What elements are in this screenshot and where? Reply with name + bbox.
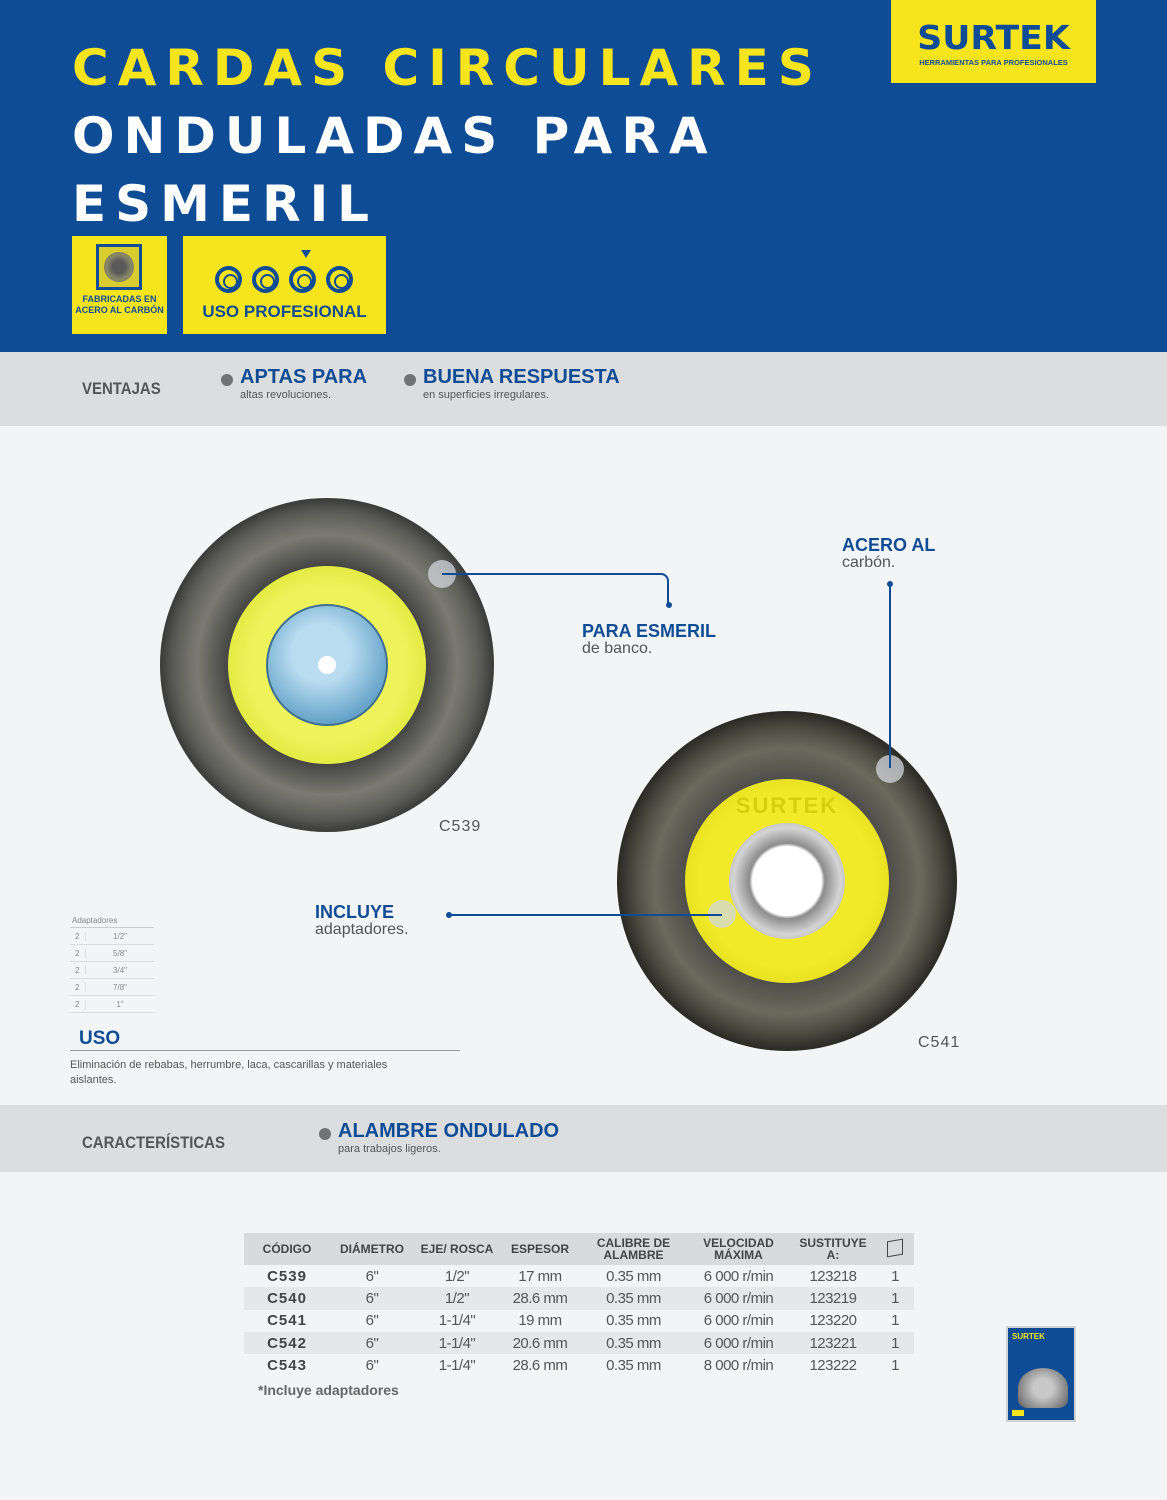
carbon-steel-badge-label: FABRICADAS EN ACERO AL CARBÓN (75, 294, 164, 315)
cell-empaque: 1 (876, 1287, 914, 1309)
adaptadores-size: 7/8" (113, 982, 127, 992)
cell-sustituye: 123222 (809, 1356, 857, 1374)
spec-table (244, 1233, 914, 1376)
cell-diametro: 6" (365, 1356, 379, 1374)
header-package (876, 1233, 914, 1265)
level-indicator-icon (301, 250, 311, 258)
header-velocidad: VELOCIDAD MÁXIMA (687, 1233, 790, 1265)
gauge-icon-1 (215, 266, 242, 293)
page-title (72, 34, 823, 238)
bullet-icon (221, 374, 233, 386)
box-icon (887, 1239, 903, 1258)
cell-eje: 1/2" (444, 1267, 470, 1285)
header-calibre: CALIBRE DE ALAMBRE (580, 1233, 687, 1265)
cell-diametro: 6" (365, 1312, 379, 1330)
cell-espesor: 28.6 mm (512, 1356, 568, 1374)
cell-velocidad: 8 000 r/min (703, 1356, 774, 1374)
callout-acero-subtitle: carbón. (842, 554, 896, 571)
bullet-icon (319, 1128, 331, 1140)
cell-calibre: 0.35 mm (606, 1267, 661, 1285)
cell-calibre: 0.35 mm (580, 1332, 687, 1354)
cell-codigo: C541 (267, 1312, 307, 1330)
cell-codigo: C539 (267, 1267, 307, 1285)
adaptadores-header: Adaptadores (70, 914, 154, 928)
model-label-c541: C541 (918, 1034, 961, 1051)
advantage-1-subtitle: altas revoluciones. (240, 389, 332, 401)
header-sustituye: SUSTITUYE A: (790, 1233, 876, 1265)
model-label-c539: C539 (439, 818, 482, 835)
adaptadores-row (70, 928, 154, 945)
adaptadores-table (70, 914, 154, 1013)
adaptadores-qty: 2 (70, 949, 86, 958)
cell-sustituye: 123221 (790, 1332, 876, 1354)
cell-velocidad: 6 000 r/min (703, 1267, 774, 1285)
advantage-1-title: APTAS PARA (240, 366, 368, 388)
feature-1-title: ALAMBRE ONDULADO (338, 1120, 560, 1142)
leader-endpoint (666, 602, 672, 608)
table-row (244, 1287, 914, 1309)
package-label-icon (1012, 1410, 1024, 1416)
callout-acero-title: ACERO AL (842, 535, 936, 555)
wheel-emboss-text: SURTEK (735, 793, 839, 818)
adaptadores-qty: 2 (70, 1000, 86, 1009)
cell-sustituye: 123220 (809, 1312, 857, 1330)
leader-endpoint (446, 912, 452, 918)
advantage-2-subtitle: en superficies irregulares. (423, 389, 549, 401)
cell-espesor: 28.6 mm (500, 1287, 580, 1309)
wire-wheel-icon (96, 244, 142, 290)
adaptadores-qty: 2 (70, 983, 86, 992)
spec-table-header-row (244, 1233, 914, 1265)
wheel-disc-c541 (729, 823, 845, 939)
callout-esmeril (582, 622, 716, 657)
cell-espesor: 17 mm (518, 1267, 562, 1285)
callout-esmeril-subtitle: de banco. (582, 640, 653, 657)
ventajas-band (0, 352, 1167, 426)
cell-calibre: 0.35 mm (606, 1356, 661, 1374)
adaptadores-qty: 2 (70, 932, 86, 941)
cell-eje: 1-1/4" (438, 1356, 476, 1374)
uso-divider (70, 1050, 460, 1051)
cell-calibre: 0.35 mm (580, 1287, 687, 1309)
cell-codigo: C542 (244, 1332, 330, 1354)
leader-line-esmeril (442, 573, 669, 603)
header-banner (0, 0, 1167, 352)
table-footnote: *Incluye adaptadores (258, 1382, 399, 1398)
gauge-icon-4 (326, 266, 353, 293)
adaptadores-size: 5/8" (113, 948, 127, 958)
adaptadores-row (70, 979, 154, 996)
title-line-3: ESMERIL (72, 175, 379, 233)
feature-1-subtitle: para trabajos ligeros. (338, 1143, 441, 1155)
adaptadores-row (70, 996, 154, 1013)
callout-adaptadores-title: INCLUYE (315, 902, 395, 922)
header-espesor: ESPESOR (500, 1233, 580, 1265)
cell-diametro: 6" (330, 1332, 414, 1354)
cell-sustituye: 123219 (790, 1287, 876, 1309)
adaptadores-size: 1/2" (113, 931, 127, 941)
logo-brand: SURTEK (917, 18, 1070, 57)
adaptadores-size: 3/4" (113, 965, 127, 975)
logo-tagline: HERRAMIENTAS PARA PROFESIONALES (919, 58, 1068, 67)
uso-text: Eliminación de rebabas, herrumbre, laca, cascarillas y materiales aislantes. (70, 1059, 388, 1086)
surtek-logo (891, 0, 1096, 83)
cell-empaque: 1 (891, 1312, 899, 1330)
gauge-icon-3 (289, 266, 316, 293)
cell-eje: 1-1/4" (414, 1332, 500, 1354)
cell-codigo: C543 (267, 1356, 307, 1374)
leader-endpoint (887, 581, 893, 587)
table-row (244, 1332, 914, 1354)
adaptadores-row (70, 945, 154, 962)
cell-empaque: 1 (876, 1332, 914, 1354)
package-wheel-icon (1018, 1368, 1068, 1408)
product-package-image (1006, 1326, 1076, 1422)
title-line-2: ONDULADAS PARA (72, 107, 717, 165)
professional-use-label: USO PROFESIONAL (202, 302, 367, 321)
leader-line-acero (889, 584, 891, 768)
wheel-arbor-hole-c539 (318, 656, 336, 674)
cell-velocidad: 6 000 r/min (687, 1332, 790, 1354)
header-eje: EJE/ ROSCA (414, 1233, 500, 1265)
table-row (244, 1354, 914, 1376)
cell-eje: 1/2" (414, 1287, 500, 1309)
header-codigo: CÓDIGO (244, 1233, 330, 1265)
carbon-steel-badge (72, 236, 167, 334)
leader-line-adaptadores (450, 914, 722, 916)
title-line-1: CARDAS CIRCULARES (72, 39, 823, 97)
caracteristicas-label: CARACTERÍSTICAS (82, 1133, 225, 1152)
gauge-icon-2 (252, 266, 279, 293)
cell-codigo: C540 (244, 1287, 330, 1309)
callout-adaptadores (315, 903, 408, 938)
cell-empaque: 1 (891, 1267, 899, 1285)
cell-espesor: 20.6 mm (500, 1332, 580, 1354)
advantage-2-title: BUENA RESPUESTA (423, 366, 620, 388)
callout-acero (842, 536, 935, 571)
caracteristicas-band (0, 1105, 1167, 1172)
cell-empaque: 1 (891, 1356, 899, 1374)
adaptadores-row (70, 962, 154, 979)
cell-diametro: 6" (330, 1287, 414, 1309)
uso-title: USO (79, 1028, 121, 1049)
cell-sustituye: 123218 (809, 1267, 857, 1285)
cell-eje: 1-1/4" (438, 1312, 476, 1330)
adaptadores-qty: 2 (70, 966, 86, 975)
cell-diametro: 6" (365, 1267, 379, 1285)
table-row (244, 1265, 914, 1287)
professional-use-badge (183, 236, 386, 334)
ventajas-label: VENTAJAS (82, 379, 161, 398)
callout-adaptadores-subtitle: adaptadores. (315, 921, 409, 938)
cell-velocidad: 6 000 r/min (703, 1312, 774, 1330)
bullet-icon (404, 374, 416, 386)
cell-calibre: 0.35 mm (606, 1312, 661, 1330)
table-row (244, 1310, 914, 1332)
package-brand: SURTEK (1012, 1332, 1045, 1341)
cell-espesor: 19 mm (518, 1312, 562, 1330)
header-diametro: DIÁMETRO (330, 1233, 414, 1265)
adaptadores-size: 1" (116, 999, 124, 1009)
callout-esmeril-title: PARA ESMERIL (582, 621, 717, 641)
cell-velocidad: 6 000 r/min (687, 1287, 790, 1309)
